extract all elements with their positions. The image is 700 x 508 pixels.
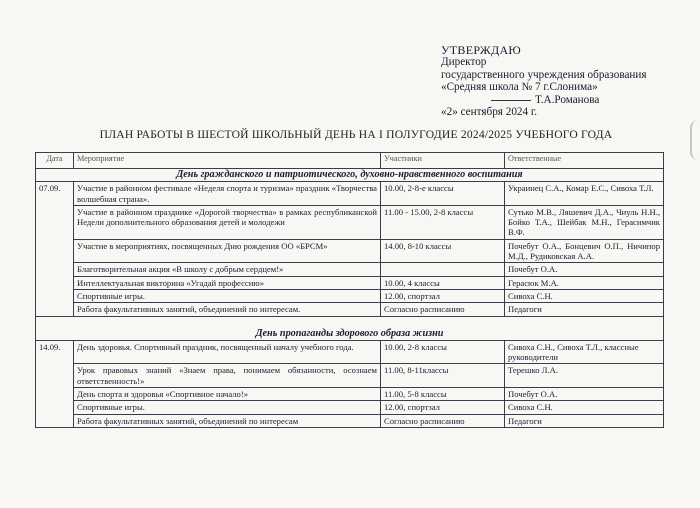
row-participants: 12.00, спортзал xyxy=(381,289,505,302)
table-row xyxy=(36,239,664,263)
row-event: Благотворительная акция «В школу с добрым сердцем!» xyxy=(74,263,381,276)
table-header-row xyxy=(36,153,664,169)
row-responsible: Почебут О.А. xyxy=(505,263,664,276)
row-responsible: Сивоха С.Н. xyxy=(505,401,664,414)
row-responsible: Сивоха С.Н., Сивоха Т.Л., классные руководители xyxy=(505,340,664,364)
approval-signature xyxy=(441,94,691,106)
row-participants: 10.00, 2-8 классы xyxy=(381,340,505,364)
section-header xyxy=(36,316,664,340)
row-responsible: Терешко Л.А. xyxy=(505,364,664,388)
row-responsible: Сутько М.В., Ляшевич Д.А., Чиуль Н.Н., Бойко Т.А., Шейбак М.Н., Герасимчик В.Ф. xyxy=(505,205,664,239)
row-participants: 11.00 - 15.00, 2-8 классы xyxy=(381,205,505,239)
section-title: День гражданского и патриотического, духовно-нравственного воспитания xyxy=(36,169,664,182)
table-row xyxy=(36,263,664,276)
table-row xyxy=(36,205,664,239)
approval-institution: государственного учреждения образования xyxy=(441,68,647,81)
row-event: Участие в районном празднике «Дорогой творчества» в рамках республиканской Недели дополнительного образования детей и молодежи xyxy=(74,205,381,239)
row-responsible: Сивоха С.Н. xyxy=(505,289,664,302)
section-header xyxy=(36,169,664,182)
row-responsible: Герасюк М.А. xyxy=(505,276,664,289)
approval-director-name: Т.А.Романова xyxy=(535,93,600,106)
header-event: Мероприятие xyxy=(74,153,381,169)
row-event: Спортивные игры. xyxy=(74,401,381,414)
row-participants: 14.00, 8-10 классы xyxy=(381,239,505,263)
row-participants: 10.00, 4 классы xyxy=(381,276,505,289)
row-date: 14.09. xyxy=(36,340,74,427)
row-responsible: Почебут О.А. xyxy=(505,388,664,401)
plan-table xyxy=(35,152,664,428)
row-responsible: Педагоги xyxy=(505,414,664,427)
table-row xyxy=(36,182,664,206)
table-row xyxy=(36,364,664,388)
table-row xyxy=(36,340,664,364)
table-row xyxy=(36,401,664,414)
row-event: Участие в районном фестивале «Неделя спорта и туризма» праздник «Творчества волшебная страна». xyxy=(74,182,381,206)
approval-date: «2» сентября 2024 г. xyxy=(441,106,538,119)
table-row xyxy=(36,276,664,289)
scan-edge-mark xyxy=(690,120,700,160)
header-responsible: Ответственные xyxy=(505,153,664,169)
row-participants: 12.00, спортзал xyxy=(381,401,505,414)
row-event: Интеллектуальная викторина «Угадай профессию» xyxy=(74,276,381,289)
row-event: Работа факультативных занятий, объединений по интересам xyxy=(74,414,381,427)
row-participants: Согласно расписанию xyxy=(381,414,505,427)
plan-title: ПЛАН РАБОТЫ В ШЕСТОЙ ШКОЛЬНЫЙ ДЕНЬ НА I ПОЛУГОДИЕ 2024/2025 УЧЕБНОГО ГОДА xyxy=(99,128,613,141)
table-row xyxy=(36,414,664,427)
row-event: Урок правовых знаний «Знаем права, понимаем обязанности, осознаем ответственность!» xyxy=(74,364,381,388)
signature-line xyxy=(491,100,531,101)
row-event: День здоровья. Спортивный праздник, посвященный началу учебного года. xyxy=(74,340,381,364)
header-date: Дата xyxy=(36,153,74,169)
header-participants: Участники xyxy=(381,153,505,169)
approval-block xyxy=(441,44,691,118)
row-participants: 10.00, 2-8-е классы xyxy=(381,182,505,206)
row-event: Спортивные игры. xyxy=(74,289,381,302)
table-row xyxy=(36,289,664,302)
row-participants xyxy=(381,263,505,276)
row-event: Работа факультативных занятий, объединений по интересам. xyxy=(74,303,381,316)
row-event: День спорта и здоровья «Спортивное начало!» xyxy=(74,388,381,401)
row-date: 07.09. xyxy=(36,182,74,316)
row-participants: Согласно расписанию xyxy=(381,303,505,316)
row-participants: 11.00, 8-11классы xyxy=(381,364,505,388)
table-row xyxy=(36,388,664,401)
row-participants: 11.00, 5-8 классы xyxy=(381,388,505,401)
approval-position: Директор xyxy=(441,56,487,69)
row-responsible: Украинец С.А., Комар Е.С., Сивоха Т.Л. xyxy=(505,182,664,206)
approval-school-name: «Средняя школа № 7 г.Слонима» xyxy=(441,81,598,94)
section-title: День пропаганды здорового образа жизни xyxy=(36,316,664,340)
approval-title: УТВЕРЖДАЮ xyxy=(441,43,522,57)
table-row xyxy=(36,303,664,316)
row-responsible: Педагоги xyxy=(505,303,664,316)
row-event: Участие в мероприятиях, посвященных Дню рождения ОО «БРСМ» xyxy=(74,239,381,263)
row-responsible: Почебут О.А., Бонцевич О.П., Ничипор М.Д., Рудиковская А.А. xyxy=(505,239,664,263)
